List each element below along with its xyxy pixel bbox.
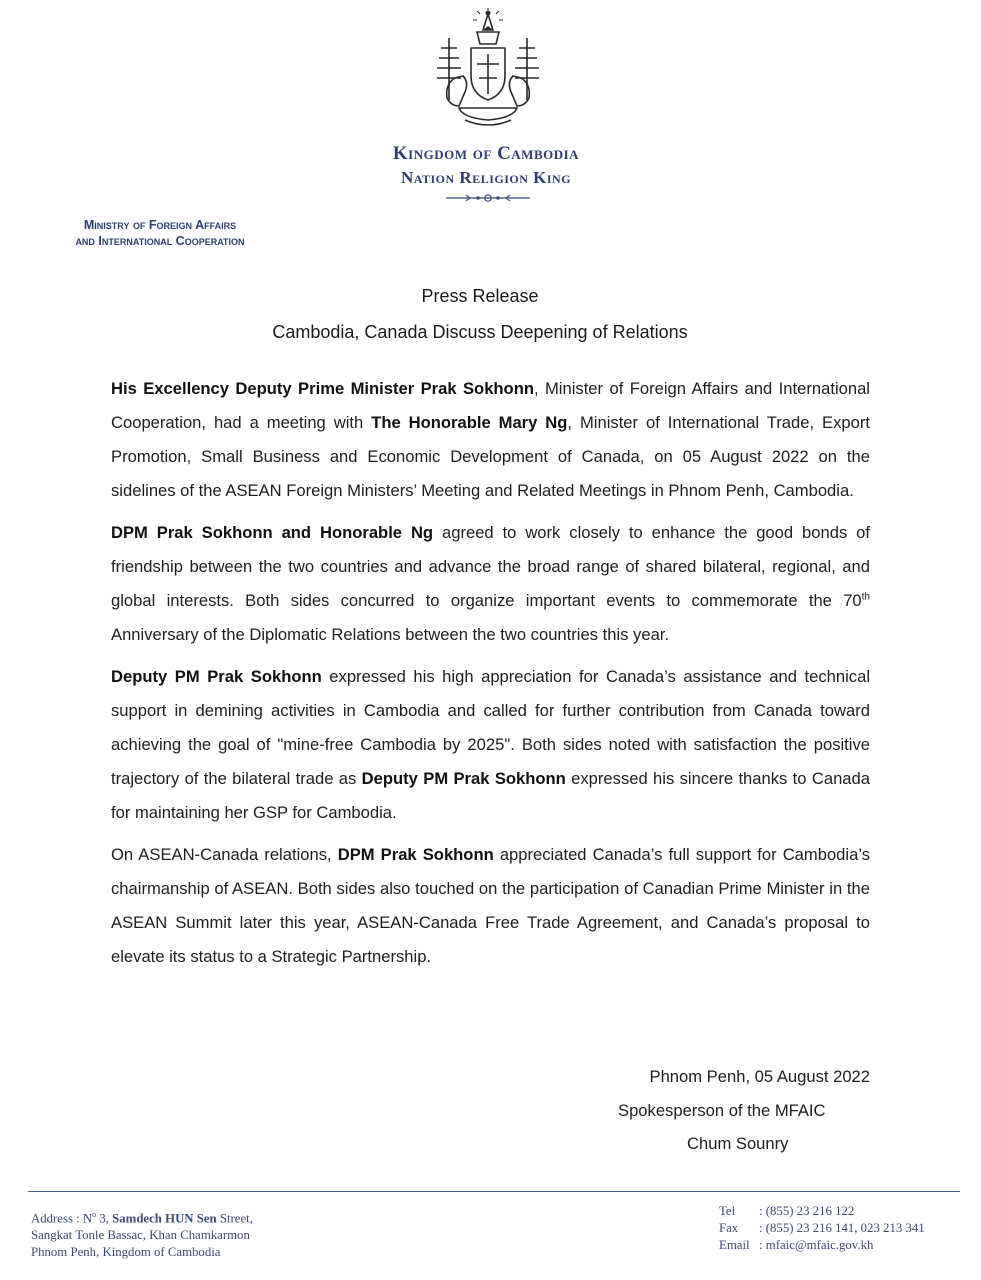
press-release-body [111, 372, 870, 982]
bold-text: DPM Prak Sokhonn and Honorable Ng [111, 523, 434, 542]
email-row [719, 1237, 925, 1254]
address-label: Address : N [31, 1211, 93, 1226]
decorative-divider-icon [444, 192, 532, 204]
ministry-heading [18, 217, 302, 249]
text-run: , Minister of International Trade, Export Promotion, Small Business and Economic Development of Canada, on 05 August 2022 on the sidelines of the ASEAN Foreign Ministers’ Meeting and Related Meetings in Phnom Penh, Cambodia. [111, 413, 870, 500]
bold-text: Deputy PM Prak Sokhonn [361, 769, 566, 788]
text-run: agreed to work closely to enhance the good bonds of friendship between the two countries and advance the broad range of shared bilateral, regional, and global interests. Both sides concurred to organize important events to commemorate the 70 [111, 523, 870, 610]
ministry-line-1: Ministry of Foreign Affairs [83, 218, 237, 232]
fax-value: : (855) 23 216 141, 023 213 341 [759, 1221, 925, 1235]
text-run: expressed his sincere thanks to Canada for maintaining her GSP for Cambodia. [111, 769, 870, 822]
ministry-line-2: and International Cooperation [75, 234, 245, 248]
motto-heading: Nation Religion King [400, 168, 572, 187]
fax-label: Fax [719, 1221, 739, 1235]
signature-role: Spokesperson of the MFAIC [618, 1101, 826, 1120]
tel-label: Tel [719, 1204, 736, 1218]
address-line-3: Phnom Penh, Kingdom of Cambodia [31, 1245, 221, 1260]
text-run: Anniversary of the Diplomatic Relations between the two countries this year. [111, 625, 670, 644]
paragraph-1 [111, 372, 870, 508]
address-number: 3, [96, 1211, 113, 1226]
paragraph-4 [111, 838, 870, 974]
text-run: appreciated Canada’s full support for Cambodia’s chairmanship of ASEAN. Both sides also touched on the participation of Canadian Prime Minister in the ASEAN Summit later this year, ASEAN-Canada Free Trade Agreement, and Canada’s proposal to elevate its status to a Strategic Partnership. [111, 845, 871, 966]
email-label: Email [719, 1238, 750, 1252]
paragraph-3 [111, 660, 870, 830]
royal-coat-of-arms-icon [425, 8, 551, 134]
text-run: , Minister of Foreign Affairs and International Cooperation, had a meeting with [111, 379, 870, 432]
address-street-name: Samdech HUN Sen [112, 1211, 217, 1226]
address-line-2: Sangkat Tonle Bassac, Khan Chamkarmon [31, 1228, 250, 1243]
fax-row [719, 1220, 925, 1237]
text-run: expressed his high appreciation for Canada’s assistance and technical support in demining activities in Cambodia and called for further contribution from Canada toward achieving the goal of "mine-free Cambodia by 2025". Both sides noted with satisfaction the positive trajectory of the bilateral trade as [111, 667, 871, 788]
footer-address [31, 1206, 253, 1261]
document-subtitle: Cambodia, Canada Discuss Deepening of Relations [272, 322, 688, 342]
email-value: : mfaic@mfaic.gov.kh [759, 1238, 874, 1252]
tel-row [719, 1203, 925, 1220]
signature-name: Chum Sounry [687, 1134, 789, 1153]
kingdom-heading: Kingdom of Cambodia [392, 143, 580, 164]
document-title: Press Release [421, 286, 539, 306]
address-line-1 [31, 1206, 253, 1227]
bold-text: Deputy PM Prak Sokhonn [111, 667, 322, 686]
text-run: On ASEAN-Canada relations, [111, 845, 338, 864]
signature-place-date: Phnom Penh, 05 August 2022 [649, 1067, 870, 1086]
address-number-sup: o [92, 1210, 97, 1219]
footer-divider [28, 1191, 960, 1192]
address-street-suffix: Street, [216, 1211, 253, 1226]
bold-text: The Honorable Mary Ng [371, 413, 568, 432]
paragraph-2 [111, 516, 870, 652]
footer-contact [719, 1203, 925, 1254]
bold-text: DPM Prak Sokhonn [337, 845, 494, 864]
ordinal-suffix: th [861, 591, 870, 603]
bold-text: His Excellency Deputy Prime Minister Prak Sokhonn [111, 379, 534, 398]
tel-value: : (855) 23 216 122 [759, 1204, 855, 1218]
